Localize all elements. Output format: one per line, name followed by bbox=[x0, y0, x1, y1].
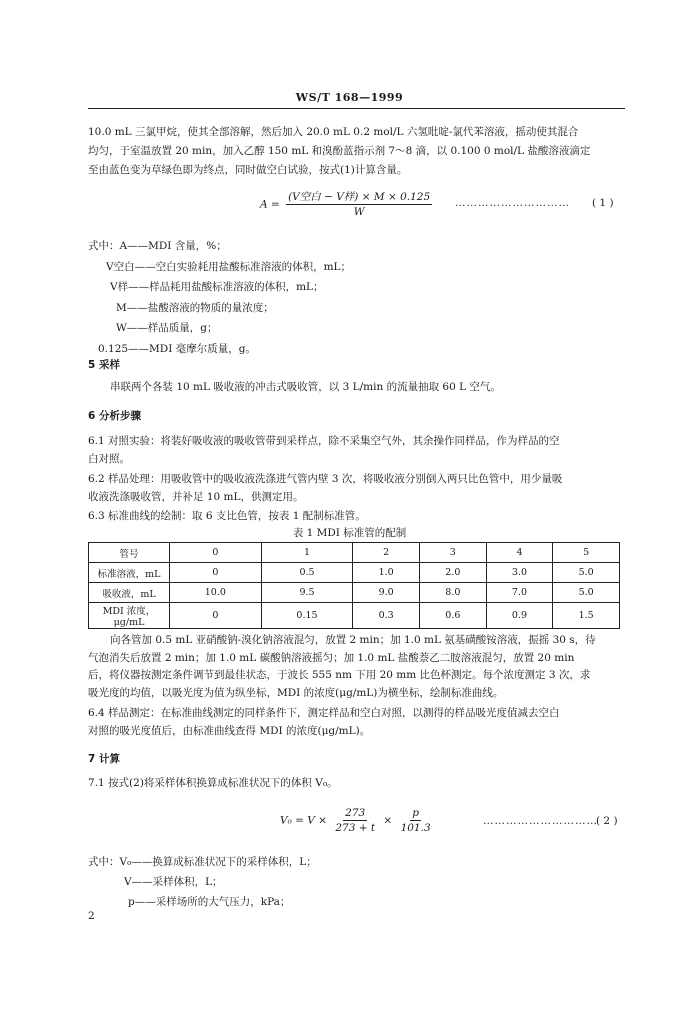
where-item: p——采样场所的大气压力，kPa； bbox=[128, 896, 291, 908]
section-7-1: 7.1 按式(2)将采样体积换算成标准状况下的体积 V₀。 bbox=[88, 777, 338, 789]
table-cell: 0.15 bbox=[261, 603, 353, 629]
formula-1-leader: ………………………… bbox=[455, 197, 570, 209]
formula-2-lhs: V₀ = V × bbox=[280, 814, 327, 827]
section-6-4 bbox=[88, 704, 560, 740]
table-cell: 5.0 bbox=[553, 583, 620, 603]
table-cell: 5.0 bbox=[553, 563, 620, 583]
page-header: WS/T 168—1999 bbox=[295, 91, 404, 104]
formula-2 bbox=[280, 806, 436, 835]
paragraph-line: 向各管加 0.5 mL 亚硝酸钠-溴化钠溶液混匀，放置 2 min；加 1.0 mL 氨基磺酸铵溶液，振摇 30 s，待 bbox=[110, 634, 596, 646]
formula-2-frac2-denominator: 101.3 bbox=[400, 822, 431, 834]
table-cell: 2.0 bbox=[420, 563, 487, 583]
paragraph-line: 气泡消失后放置 2 min；加 1.0 mL 碳酸钠溶液摇匀；加 1.0 mL 盐酸萘乙二胺溶液混匀，放置 20 min bbox=[88, 651, 575, 664]
table-cell: 0.5 bbox=[261, 563, 353, 583]
table-cell: 0.3 bbox=[353, 603, 420, 629]
where-item: V样——样品耗用盐酸标准溶液的体积，mL； bbox=[110, 281, 324, 293]
section-6-title: 6 分析步骤 bbox=[88, 410, 141, 422]
table-cell: 3 bbox=[420, 543, 487, 563]
table-cell: 0 bbox=[170, 543, 262, 563]
table-cell: 0 bbox=[170, 603, 262, 629]
section-7-title: 7 计算 bbox=[88, 753, 120, 765]
table-cell: 9.0 bbox=[353, 583, 420, 603]
section-6-3: 6.3 标准曲线的绘制：取 6 支比色管，按表 1 配制标准管。 bbox=[88, 510, 366, 522]
where-item: W——样品质量，g； bbox=[116, 322, 218, 334]
section-6-2 bbox=[88, 470, 562, 506]
where-item: 式中：A——MDI 含量，%； bbox=[88, 240, 227, 252]
formula-2-fraction-2 bbox=[399, 806, 433, 835]
where-item: 式中：V₀——换算成标准状况下的采样体积，L； bbox=[88, 856, 317, 868]
table-cell: 吸收液，mL bbox=[89, 583, 170, 603]
formula-1-fraction bbox=[286, 190, 432, 219]
table-cell: 1 bbox=[261, 543, 353, 563]
where-list-1 bbox=[88, 236, 351, 359]
section-5-text: 串联两个各装 10 mL 吸收液的冲击式吸收管，以 3 L/min 的流量抽取 60 L 空气。 bbox=[110, 381, 501, 393]
standard-tube-table bbox=[88, 542, 620, 629]
formula-2-fraction-1 bbox=[333, 806, 377, 835]
formula-1-number: ( 1 ) bbox=[592, 197, 614, 209]
table-caption: 表 1 MDI 标准管的配制 bbox=[292, 527, 407, 539]
table-row bbox=[89, 603, 620, 629]
intro-paragraph bbox=[88, 123, 590, 180]
table-cell: 3.0 bbox=[486, 563, 553, 583]
table-cell: 8.0 bbox=[420, 583, 487, 603]
table-cell: 1.0 bbox=[353, 563, 420, 583]
table-cell: 标准溶液，mL bbox=[89, 563, 170, 583]
formula-1 bbox=[260, 190, 435, 219]
where-list-2 bbox=[88, 852, 317, 912]
where-item: M——盐酸溶液的物质的量浓度； bbox=[116, 301, 274, 314]
section-6-1 bbox=[88, 432, 560, 468]
table-cell: MDI 浓度，μg/mL bbox=[89, 603, 170, 629]
table-cell: 1.5 bbox=[553, 603, 620, 629]
formula-1-denominator: W bbox=[353, 206, 365, 218]
table-cell: 10.0 bbox=[170, 583, 262, 603]
table-cell: 4 bbox=[486, 543, 553, 563]
formula-1-numerator: (V空白 − V样) × M × 0.125 bbox=[288, 191, 431, 203]
intro-line: 10.0 mL 三氯甲烷，使其全部溶解，然后加入 20.0 mL 0.2 mol/L 六氢吡啶-氯代苯溶液，摇动使其混合 bbox=[88, 126, 579, 138]
where-item: 0.125——MDI 毫摩尔质量，g。 bbox=[98, 342, 256, 355]
table-cell: 0.9 bbox=[486, 603, 553, 629]
where-item: V空白——空白实验耗用盐酸标准溶液的体积，mL； bbox=[106, 260, 352, 273]
section-6-1-line: 6.1 对照实验：将装好吸收液的吸收管带到采样点，除不采集空气外，其余操作同样品，作为样品的空 bbox=[88, 435, 560, 447]
intro-line: 均匀，于室温放置 20 min，加入乙醇 150 mL 和溴酚蓝指示剂 7～8 滴，以 0.100 0 mol/L 盐酸溶液滴定 bbox=[88, 145, 591, 157]
section-6-2-line: 收液洗涤吸收管，并补足 10 mL，供测定用。 bbox=[88, 491, 304, 503]
formula-2-frac1-denominator: 273 + t bbox=[335, 822, 376, 834]
section-6-4-line: 对照的吸光度值后，由标准曲线查得 MDI 的浓度(μg/mL)。 bbox=[88, 725, 371, 737]
table-cell: 5 bbox=[553, 543, 620, 563]
formula-2-frac1-numerator: 273 bbox=[345, 807, 366, 819]
header-rule bbox=[88, 108, 625, 109]
section-6-2-line: 6.2 样品处理：用吸收管中的吸收液洗涤进气管内壁 3 次，将吸收液分别倒入两只比色管中，用少量吸 bbox=[88, 473, 563, 485]
table-cell: 0 bbox=[170, 563, 262, 583]
formula-1-lhs: A = bbox=[260, 198, 280, 211]
page-number: 2 bbox=[88, 910, 95, 922]
section-5-title: 5 采样 bbox=[88, 359, 120, 371]
formula-2-leader: ………………………… bbox=[483, 815, 598, 827]
table-cell: 9.5 bbox=[261, 583, 353, 603]
table-cell: 0.6 bbox=[420, 603, 487, 629]
table-row bbox=[89, 543, 620, 563]
paragraph-line: 吸光度的均值，以吸光度为值为纵坐标，MDI 的浓度(μg/mL)为横坐标，绘制标准曲线。 bbox=[88, 686, 504, 699]
intro-line: 至由蓝色变为草绿色即为终点，同时做空白试验，按式(1)计算含量。 bbox=[88, 164, 408, 176]
where-item: V——采样体积，L； bbox=[124, 876, 223, 888]
table-row bbox=[89, 563, 620, 583]
paragraph-line: 后，将仪器按测定条件调节到最佳状态，于波长 555 nm 下用 20 mm 比色杯测定。每个浓度测定 3 次，求 bbox=[88, 669, 591, 681]
table-cell: 7.0 bbox=[486, 583, 553, 603]
table-cell: 2 bbox=[353, 543, 420, 563]
formula-2-frac2-numerator: p bbox=[412, 807, 419, 819]
table-row bbox=[89, 583, 620, 603]
formula-2-times: × bbox=[383, 814, 393, 827]
section-6-3-continued bbox=[88, 632, 596, 702]
formula-2-number: ( 2 ) bbox=[596, 815, 618, 827]
section-6-1-line: 白对照。 bbox=[88, 453, 130, 465]
section-6-4-line: 6.4 样品测定：在标准曲线测定的同样条件下，测定样品和空白对照，以测得的样品吸光度值减去空白 bbox=[88, 707, 560, 719]
table-cell: 管号 bbox=[89, 543, 170, 563]
